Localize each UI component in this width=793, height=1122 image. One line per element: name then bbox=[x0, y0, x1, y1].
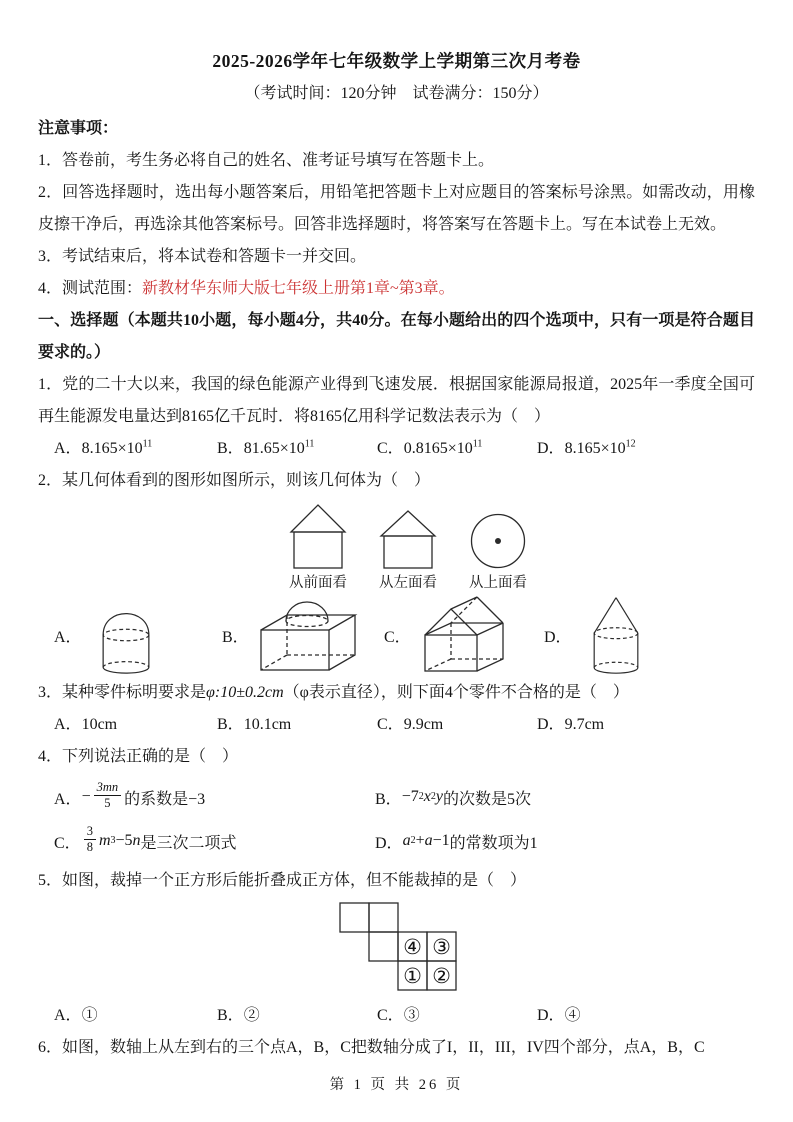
top-view-label: 从上面看 bbox=[469, 575, 527, 591]
front-view-house-shape bbox=[288, 502, 348, 570]
left-view-figure bbox=[378, 508, 438, 592]
question-5 bbox=[38, 865, 755, 1032]
question-2 bbox=[38, 465, 755, 675]
question-3 bbox=[38, 677, 755, 741]
net-cell-2: ② bbox=[432, 964, 451, 988]
notice-heading: 注意事项： bbox=[38, 120, 119, 137]
notice-item-4 bbox=[38, 273, 755, 305]
question-3-options bbox=[38, 709, 755, 741]
left-view-label: 从左面看 bbox=[379, 575, 437, 591]
scope-range-text: 新教材华东师大版七年级上册第1章~第3章。 bbox=[142, 280, 455, 297]
q4-option-c: C． $\frac{3}{8}$ m 3 −5 n 是三次二项式 bbox=[54, 824, 237, 854]
top-view-figure bbox=[468, 510, 528, 592]
exam-info: （考试时间：120分钟 试卷满分：150分） bbox=[244, 85, 549, 102]
cylinder-cone-figure bbox=[580, 595, 652, 675]
cube-net-figure bbox=[338, 901, 755, 998]
q3-option-a: A．10cm bbox=[54, 716, 118, 733]
fraction-3-8: $\frac{3}{8}$ bbox=[84, 824, 96, 854]
q2-option-b: B． bbox=[222, 596, 384, 674]
q2-option-c: C． bbox=[384, 595, 544, 675]
q5-option-c: C．③ bbox=[377, 1007, 420, 1024]
front-view-figure bbox=[288, 502, 348, 592]
question-3-text: 3．某种零件标明要求是φ:10±0.2cm（φ表示直径），则下面4个零件不合格的是（ ） bbox=[38, 684, 629, 701]
cylinder-dome-figure bbox=[90, 595, 162, 675]
three-views-figure bbox=[288, 502, 755, 592]
scope-prefix: 4．测试范围： bbox=[38, 280, 143, 297]
question-6-text: 6．如图，数轴上从左到右的三个点A，B，C把数轴分成了I，II，III，IV四个部分，点A，B，C bbox=[38, 1039, 705, 1056]
cube-hemisphere-figure bbox=[257, 596, 361, 674]
notice-item-1: 1．答卷前，考生务必将自己的姓名、准考证号填写在答题卡上。 bbox=[38, 152, 495, 169]
q3-option-d: D．9.7cm bbox=[537, 716, 605, 733]
house-prism-figure bbox=[419, 595, 517, 675]
page-title: 2025-2026学年七年级数学上学期第三次月考卷 bbox=[212, 51, 581, 71]
net-cell-3: ③ bbox=[432, 935, 451, 959]
q4-option-b: B． −7 2 x 2 y 的次数是5次 bbox=[375, 788, 531, 808]
question-4-text: 4．下列说法正确的是（ ） bbox=[38, 748, 239, 765]
q1-option-a: A．$8.165\times 10^{11}$ bbox=[54, 438, 153, 457]
net-cell-1: ① bbox=[403, 964, 422, 988]
diameter-spec: φ:10±0.2cm bbox=[206, 684, 284, 701]
q1-option-b: B．$81.65\times 10^{11}$ bbox=[217, 438, 315, 457]
q2-option-d: D． bbox=[544, 595, 755, 675]
question-6 bbox=[38, 1032, 755, 1064]
q5-option-d: D．④ bbox=[537, 1007, 581, 1024]
net-cell-4: ④ bbox=[403, 935, 422, 959]
top-view-circle-shape bbox=[468, 510, 528, 570]
front-view-label: 从前面看 bbox=[289, 575, 347, 591]
section-1-heading: 一、选择题（本题共10小题，每小题4分，共40分。在每小题给出的四个选项中，只有一项是符合题目要求的。） bbox=[38, 312, 755, 361]
left-view-house-shape bbox=[378, 508, 438, 570]
question-2-options bbox=[38, 595, 755, 675]
question-5-text: 5．如图，裁掉一个正方形后能折叠成正方体，但不能裁掉的是（ ） bbox=[38, 872, 527, 889]
q4-option-d: D． a 2 + a −1 的常数项为1 bbox=[375, 832, 538, 852]
question-1 bbox=[38, 369, 755, 465]
q1-option-d: D．$8.165\times 10^{12}$ bbox=[537, 438, 636, 457]
notice-item-3: 3．考试结束后，将本试卷和答题卡一并交回。 bbox=[38, 248, 367, 265]
fraction-3mn-5: $\frac{3mn}{5}$ bbox=[94, 780, 122, 810]
question-1-text: 1．党的二十大以来，我国的绿色能源产业得到飞速发展．根据国家能源局报道，2025年一季度全国可再生能源发电量达到8165亿千瓦时．将8165亿用科学记数法表示为（ ） bbox=[38, 376, 755, 425]
q3-option-c: C．9.9cm bbox=[377, 716, 444, 733]
notice-item-2: 2．回答选择题时，选出每小题答案后，用铅笔把答题卡上对应题目的答案标号涂黑。如需改动，用橡皮擦干净后，再选涂其他答案标号。回答非选择题时，将答案写在答题卡上。写在本试卷上无效。 bbox=[38, 184, 755, 233]
q2-option-a: A． bbox=[54, 595, 222, 675]
cube-net-svg bbox=[338, 901, 460, 993]
page-footer: 第 1 页 共 26 页 bbox=[329, 1077, 464, 1093]
question-5-options bbox=[38, 1000, 755, 1032]
q5-option-b: B．② bbox=[217, 1007, 260, 1024]
question-2-text: 2．某几何体看到的图形如图所示，则该几何体为（ ） bbox=[38, 472, 431, 489]
question-1-options bbox=[38, 433, 755, 465]
q4-option-a: A． − $\frac{3mn}{5}$ 的系数是−3 bbox=[54, 780, 206, 810]
question-4 bbox=[38, 741, 755, 863]
q5-option-a: A．① bbox=[54, 1007, 98, 1024]
q3-option-b: B．10.1cm bbox=[217, 716, 292, 733]
q1-option-c: C．$0.8165\times 10^{11}$ bbox=[377, 438, 483, 457]
question-4-options bbox=[38, 775, 755, 863]
